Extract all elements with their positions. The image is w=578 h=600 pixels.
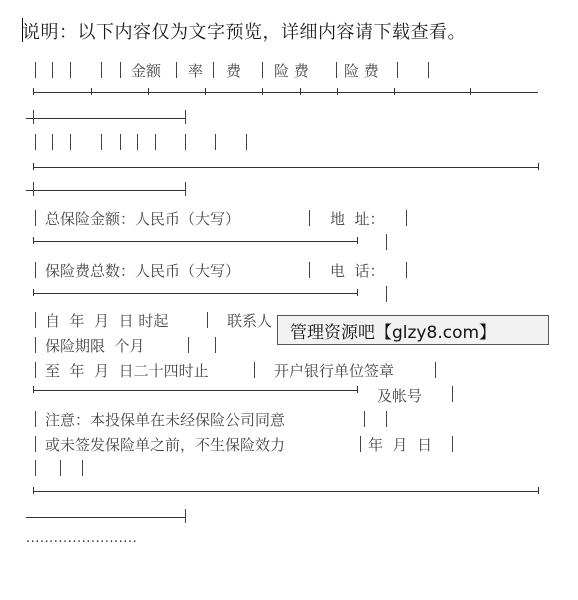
table-rule <box>26 118 186 119</box>
table-border <box>33 386 34 393</box>
table-border <box>52 62 53 78</box>
table-border <box>357 386 358 393</box>
table-border <box>70 62 71 78</box>
contact-label: 联系人 <box>227 312 273 330</box>
table-border <box>309 262 310 278</box>
table-border <box>33 88 34 95</box>
table-rule <box>33 167 538 168</box>
to-date-label: 至 年 月 日二十四时止 <box>45 362 209 380</box>
table-rule <box>26 517 186 518</box>
table-border <box>35 210 36 226</box>
table-border <box>35 337 36 353</box>
table-border <box>435 362 436 378</box>
table-border <box>386 286 387 302</box>
table-border <box>357 237 358 244</box>
table-border <box>452 436 453 452</box>
table-border <box>33 237 34 244</box>
table-border <box>213 62 214 78</box>
table-rule <box>33 92 538 93</box>
table-rule <box>33 293 357 294</box>
table-border <box>185 134 186 150</box>
table-border <box>35 312 36 328</box>
table-border <box>148 88 149 95</box>
total-amount-label: 总保险金额：人民币（大写） <box>45 210 241 228</box>
table-border <box>309 210 310 226</box>
table-border <box>33 487 34 494</box>
table-border <box>364 411 365 427</box>
table-border <box>394 88 395 95</box>
table-rule <box>33 390 357 391</box>
table-border <box>35 134 36 150</box>
table-border <box>538 163 539 170</box>
preview-notice: 说明：以下内容仅为文字预览，详细内容请下载查看。 <box>22 22 466 43</box>
table-border <box>470 88 471 95</box>
table-border <box>35 436 36 452</box>
col-insurance-fee-2: 险 费 <box>344 62 379 80</box>
table-border <box>215 337 216 353</box>
table-border <box>185 182 186 196</box>
table-border <box>397 62 398 78</box>
col-insurance-fee-1: 险 费 <box>274 62 309 80</box>
table-border <box>33 182 34 196</box>
table-border <box>35 460 36 476</box>
account-label: 及帐号 <box>377 387 423 405</box>
table-border <box>185 509 186 523</box>
table-border <box>82 460 83 476</box>
table-border <box>35 411 36 427</box>
table-border <box>357 289 358 296</box>
table-border <box>452 386 453 402</box>
col-rate: 率 <box>188 62 204 80</box>
table-rule <box>26 190 186 191</box>
address-label: 地 址： <box>330 210 385 228</box>
table-border <box>35 362 36 378</box>
table-border <box>215 134 216 150</box>
table-border <box>386 411 387 427</box>
table-border <box>120 62 121 78</box>
bank-label: 开户银行单位签章 <box>274 362 395 380</box>
table-rule <box>33 241 357 242</box>
table-border <box>254 362 255 378</box>
col-amount: 金额 <box>131 62 162 80</box>
table-border <box>428 62 429 78</box>
table-border <box>360 436 361 452</box>
phone-label: 电 话： <box>330 262 385 280</box>
table-rule <box>33 491 538 492</box>
table-border <box>188 337 189 353</box>
table-border <box>137 134 138 150</box>
table-border <box>91 88 92 95</box>
site-watermark: 管理资源吧【glzy8.com】 <box>277 315 549 345</box>
table-border <box>35 62 36 78</box>
table-border <box>386 234 387 250</box>
table-border <box>205 88 206 95</box>
table-border <box>185 110 186 124</box>
table-border <box>207 312 208 328</box>
table-border <box>52 134 53 150</box>
table-border <box>101 134 102 150</box>
table-border <box>33 163 34 170</box>
period-label: 保险期限 个月 <box>45 337 145 355</box>
from-date-label: 自 年 月 日 时起 <box>45 312 169 330</box>
table-border <box>33 289 34 296</box>
table-border <box>155 134 156 150</box>
table-border <box>406 262 407 278</box>
table-border <box>246 134 247 150</box>
table-border <box>120 134 121 150</box>
col-fee: 费 <box>226 62 242 80</box>
note-line-1: 注意：本投保单在未经保险公司同意 <box>45 411 286 429</box>
table-border <box>262 88 263 95</box>
table-border <box>336 62 337 78</box>
table-border <box>538 487 539 494</box>
table-border <box>101 62 102 78</box>
table-border <box>337 88 338 95</box>
table-border <box>262 62 263 78</box>
date-label: 年 月 日 <box>368 436 433 454</box>
table-border <box>70 134 71 150</box>
continuation-dots: ························ <box>26 535 138 550</box>
table-border <box>60 460 61 476</box>
table-border <box>300 88 301 95</box>
table-border <box>33 110 34 124</box>
table-border <box>176 62 177 78</box>
note-line-2: 或未签发保险单之前，不生保险效力 <box>45 436 286 454</box>
premium-total-label: 保险费总数：人民币（大写） <box>45 262 241 280</box>
table-border <box>35 262 36 278</box>
table-border <box>406 210 407 226</box>
